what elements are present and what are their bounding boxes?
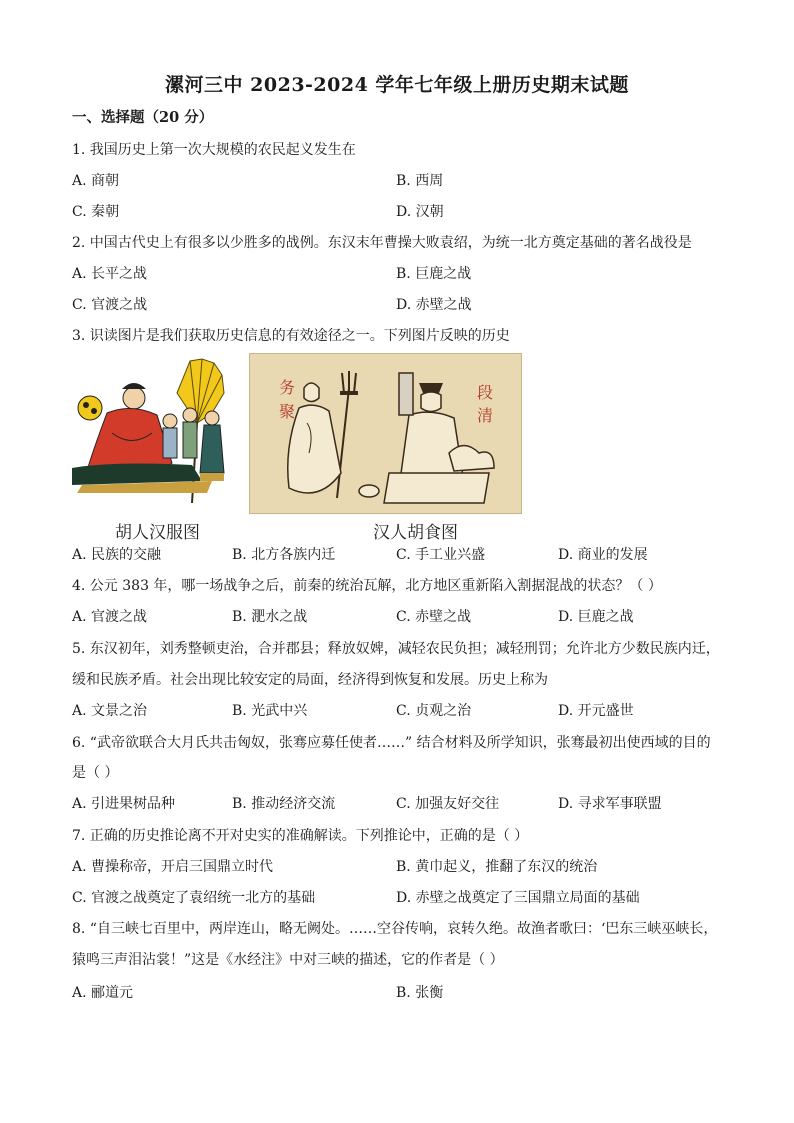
q6-option-c[interactable]: C. 加强友好交往: [396, 796, 500, 812]
q3-option-c[interactable]: C. 手工业兴盛: [396, 547, 486, 563]
q7-option-b[interactable]: B. 黄巾起义，推翻了东汉的统治: [396, 859, 598, 875]
figure-caption-left: 胡人汉服图: [115, 523, 200, 543]
q8-option-b[interactable]: B. 张衡: [396, 985, 444, 1001]
hu-people-han-clothes-illustration: [72, 353, 247, 513]
q4-option-a[interactable]: A. 官渡之战: [72, 609, 148, 625]
q3-option-d[interactable]: D. 商业的发展: [558, 547, 648, 563]
question-4-stem: 4. 公元 383 年，哪一场战争之后，前秦的统治瓦解，北方地区重新陷入割据混战的状态？（ ）: [72, 578, 662, 594]
question-2-stem: 2. 中国古代史上有很多以少胜多的战例。东汉末年曹操大败袁绍，为统一北方奠定基础的著名战役是: [72, 235, 692, 251]
question-8-stem-line1: 8. “自三峡七百里中，两岸连山，略无阙处。……空谷传响，哀转久绝。故渔者歌曰：‘巴东三峡巫峡长，: [72, 921, 718, 937]
q1-option-d[interactable]: D. 汉朝: [396, 204, 444, 220]
question-5-stem-line2: 缓和民族矛盾。社会出现比较安定的局面，经济得到恢复和发展。历史上称为: [72, 672, 548, 688]
q5-option-a[interactable]: A. 文景之治: [72, 703, 148, 719]
question-7-stem: 7. 正确的历史推论离不开对史实的准确解读。下列推论中，正确的是（ ）: [72, 828, 529, 844]
question-5-stem-line1: 5. 东汉初年，刘秀整顿吏治，合并郡县；释放奴婢，减轻农民负担；减轻刑罚；允许北方少数民族内迁，: [72, 641, 720, 657]
q5-option-c[interactable]: C. 贞观之治: [396, 703, 472, 719]
q7-option-d[interactable]: D. 赤壁之战奠定了三国鼎立局面的基础: [396, 890, 640, 906]
q2-option-d[interactable]: D. 赤壁之战: [396, 297, 472, 313]
q1-option-b[interactable]: B. 西周: [396, 173, 444, 189]
q3-option-b[interactable]: B. 北方各族内迁: [232, 547, 336, 563]
question-3-stem: 3. 识读图片是我们获取历史信息的有效途径之一。下列图片反映的历史: [72, 328, 510, 344]
q2-option-b[interactable]: B. 巨鹿之战: [396, 266, 472, 282]
q6-option-a[interactable]: A. 引进果树品种: [72, 796, 176, 812]
page-title: 漯河三中 2023-2024 学年七年级上册历史期末试题: [165, 74, 629, 96]
han-people-hu-food-illustration: [249, 353, 522, 514]
q5-option-b[interactable]: B. 光武中兴: [232, 703, 308, 719]
question-1-stem: 1. 我国历史上第一次大规模的农民起义发生在: [72, 142, 356, 158]
figure-caption-right: 汉人胡食图: [373, 523, 458, 543]
q4-option-d[interactable]: D. 巨鹿之战: [558, 609, 634, 625]
section-heading: 一、选择题（20 分）: [72, 109, 214, 126]
q5-option-d[interactable]: D. 开元盛世: [558, 703, 634, 719]
figure-hu-in-han-clothes: [72, 353, 247, 513]
q4-option-b[interactable]: B. 淝水之战: [232, 609, 308, 625]
svg-text:聚: 聚: [279, 402, 296, 421]
figure-han-eating-hu-food: [249, 353, 522, 514]
q6-option-d[interactable]: D. 寻求军事联盟: [558, 796, 662, 812]
q2-option-c[interactable]: C. 官渡之战: [72, 297, 148, 313]
question-8-stem-line2: 猿鸣三声泪沾裳！”这是《水经注》中对三峡的描述，它的作者是（ ）: [72, 952, 504, 968]
q1-option-c[interactable]: C. 秦朝: [72, 204, 120, 220]
q7-option-c[interactable]: C. 官渡之战奠定了袁绍统一北方的基础: [72, 890, 316, 906]
q6-option-b[interactable]: B. 推动经济交流: [232, 796, 336, 812]
question-6-stem-line2: 是（ ）: [72, 765, 119, 781]
q2-option-a[interactable]: A. 长平之战: [72, 266, 148, 282]
q3-option-a[interactable]: A. 民族的交融: [72, 547, 162, 563]
svg-text:清: 清: [477, 406, 494, 425]
question-6-stem-line1: 6. “武帝欲联合大月氏共击匈奴，张骞应募任使者……” 结合材料及所学知识，张骞最初出使西域的目的: [72, 735, 711, 751]
inscription-left: 务: [279, 378, 296, 397]
q4-option-c[interactable]: C. 赤壁之战: [396, 609, 472, 625]
q7-option-a[interactable]: A. 曹操称帝，开启三国鼎立时代: [72, 859, 274, 875]
inscription-right: 段: [477, 383, 494, 402]
q8-option-a[interactable]: A. 郦道元: [72, 985, 134, 1001]
q1-option-a[interactable]: A. 商朝: [72, 173, 120, 189]
